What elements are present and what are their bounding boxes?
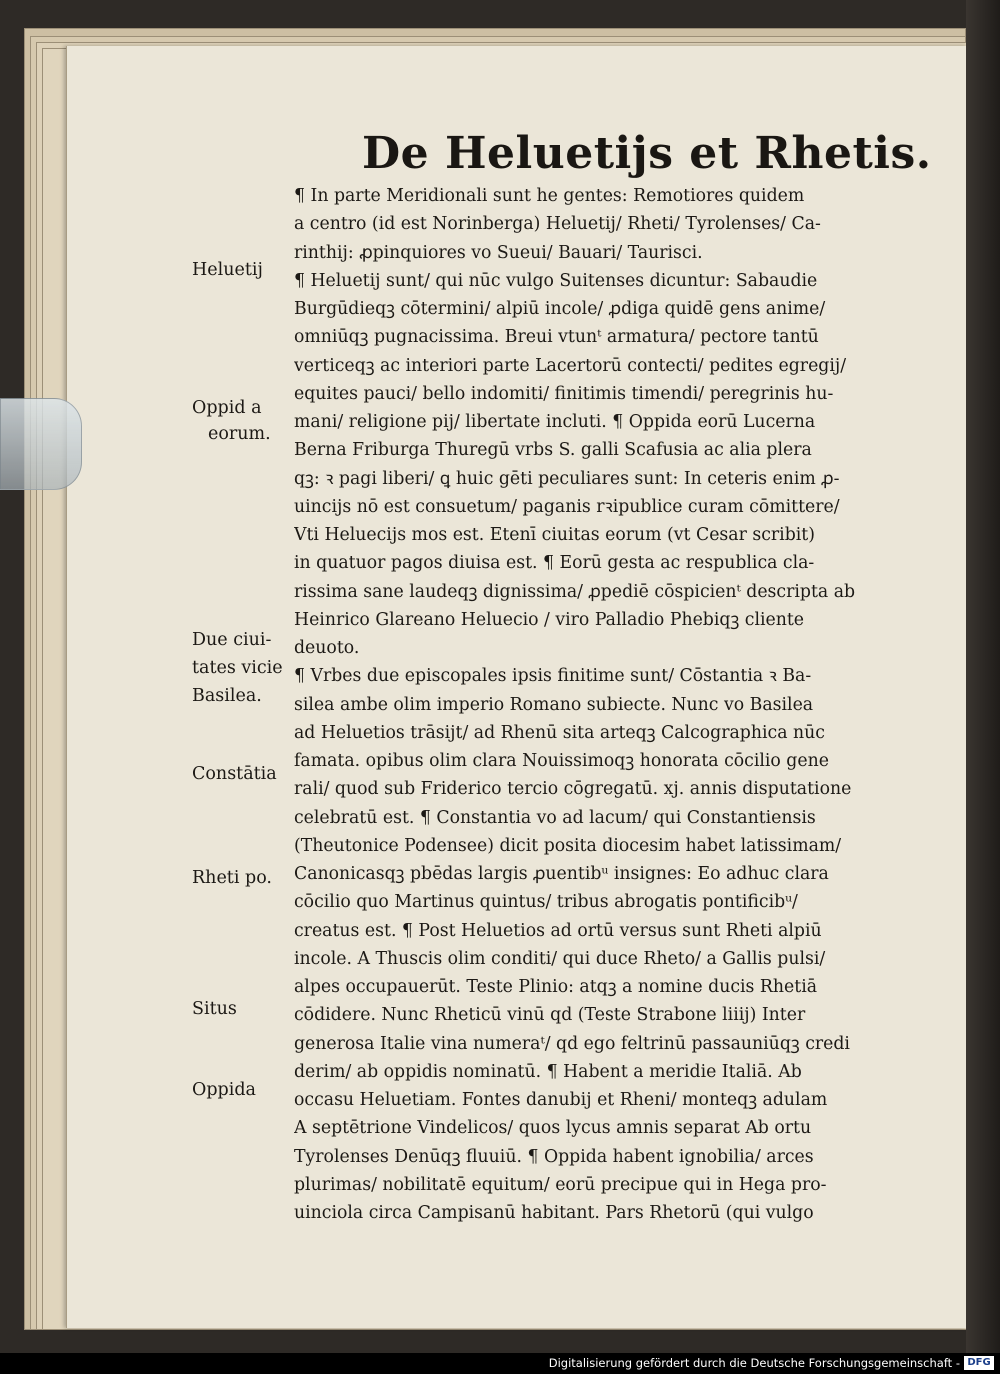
text-line: plurimas/ nobilitatē equitum/ eorū precipue qui in Hega pro- — [294, 1174, 827, 1195]
margin-note-oppida: Oppid a — [192, 398, 262, 418]
text-line: ad Heluetios trāsijt/ ad Rhenū sita arteqꝫ Calcographica nūc — [294, 722, 825, 743]
text-line: rissima sane laudeqꝫ dignissima/ ꝓpediē cōspicienᵗ descripta ab — [294, 581, 856, 602]
text-line: rali/ quod sub Friderico tercio cōgregatū. xj. annis disputatione — [294, 779, 852, 800]
margin-note-rheti: Rheti po. — [192, 868, 272, 888]
text-line: ¶ Vrbes due episcopales ipsis finitime sunt/ Cōstantia ꝛ Ba- — [294, 666, 812, 687]
text-line: silea ambe olim imperio Romano subiecte. Nunc vo Basilea — [294, 694, 814, 715]
margin-note-oppida-2: Oppida — [192, 1080, 256, 1100]
text-line: Tyrolenses Denūqꝫ fluuiū. ¶ Oppida habent ignobilia/ arces — [294, 1146, 814, 1167]
text-line: Burgūdieqꝫ cōtermini/ alpiū incole/ ꝓdiga quidē gens anime/ — [294, 299, 826, 319]
margin-note-constantia: Constātia — [192, 764, 277, 784]
margin-note-situs: Situs — [192, 999, 237, 1019]
margin-note-basilea: Basilea. — [192, 686, 262, 706]
text-line: qꝫ: ꝛ pagi liberi/ ꝗ huic gēti peculiares sunt: In ceteris enim ꝓ- — [294, 468, 840, 489]
text-line: mani/ religione pij/ libertate incluti. ¶ Oppida eorū Lucerna — [294, 412, 816, 432]
text-line: celebratū est. ¶ Constantia vo ad lacum/ qui Constantiensis — [294, 807, 816, 828]
text-line: occasu Heluetiam. Fontes danubij et Rheni/ monteqꝫ adulam — [294, 1090, 828, 1110]
text-line: in quatuor pagos diuisa est. ¶ Eorū gesta ac respublica cla- — [294, 553, 815, 574]
text-line: ¶ In parte Meridionali sunt he gentes: Remotiores quidem — [294, 186, 805, 206]
text-line: cōcilio quo Martinus quintus/ tribus abrogatis pontificibᵘ/ — [294, 892, 798, 913]
book-gutter — [966, 0, 1000, 1374]
text-line: equites pauci/ bello indomiti/ finitimis timendi/ peregrinis hu- — [294, 383, 834, 404]
text-line: Canonicasqꝫ pbēdas largis ꝓuentibᵘ insignes: Eo adhuc clara — [294, 864, 829, 884]
text-line: Berna Friburga Thuregū vrbs S. galli Scafusia ac alia plera — [294, 440, 812, 461]
margin-note-heluetij: Heluetij — [192, 260, 263, 280]
text-line: ¶ Heluetij sunt/ qui nūc vulgo Suitenses dicuntur: Sabaudie — [294, 270, 818, 291]
text-line: incole. A Thuscis olim conditi/ qui duce Rheto/ a Gallis pulsi/ — [294, 948, 826, 969]
text-line: verticeqꝫ ac interiori parte Lacertorū contecti/ pedites egregij/ — [294, 355, 847, 376]
margin-note-due-ciuitates-2: tates vicie — [192, 658, 283, 678]
text-line: uinciola circa Campisanū habitant. Pars Rhetorū (qui vulgo — [294, 1203, 814, 1223]
text-line: deuoto. — [294, 638, 360, 658]
page-title: De Heluetijs et Rhetis. — [362, 128, 932, 179]
body-text — [294, 182, 912, 1227]
text-line: cōdidere. Nunc Rheticū vinū qd (Teste Strabone liiij) Inter — [294, 1005, 806, 1026]
margin-note-due-ciuitates: Due ciui- — [192, 630, 272, 650]
text-line: Heinrico Glareano Heluecio / viro Palladio Phebiqꝫ cliente — [294, 609, 805, 630]
text-line: A septētrione Vindelicos/ quos lycus amnis separat Ab ortu — [294, 1118, 812, 1139]
text-line: generosa Italie vina numeraᵗ/ qd ego feltrinū passauniūqꝫ credi — [294, 1033, 850, 1054]
text-line: alpes occupauerūt. Teste Plinio: atqꝫ a nomine ducis Rhetiā — [294, 977, 818, 997]
text-line: a centro (id est Norinberga) Heluetij/ Rheti/ Tyrolenses/ Ca- — [294, 214, 821, 235]
text-line: creatus est. ¶ Post Heluetios ad ortū versus sunt Rheti alpiū — [294, 920, 822, 941]
margin-note-eorum: eorum. — [208, 424, 271, 444]
page-clip — [0, 398, 82, 490]
text-line: Vti Heluecijs mos est. Etenī ciuitas eorum (vt Cesar scribit) — [294, 525, 815, 545]
footer-credit: Digitalisierung gefördert durch die Deutsche Forschungsgemeinschaft - — [548, 1356, 960, 1370]
text-line: uincijs nō est consuetum/ paganis rꝛipublice curam cōmittere/ — [294, 496, 840, 517]
text-line: famata. opibus olim clara Nouissimoqꝫ honorata cōcilio gene — [294, 751, 829, 771]
dfg-logo: DFG — [964, 1356, 994, 1370]
text-line: (Theutonice Podensee) dicit posita diocesim habet latissimam/ — [294, 835, 842, 856]
text-line: rinthij: ꝓpinquiores vo Sueui/ Bauari/ Taurisci. — [294, 242, 703, 263]
margin-notes — [192, 0, 292, 1374]
text-line: omniūqꝫ pugnacissima. Breui vtunᵗ armatura/ pectore tantū — [294, 327, 819, 348]
text-line: derim/ ab oppidis nominatū. ¶ Habent a meridie Italiā. Ab — [294, 1061, 802, 1082]
